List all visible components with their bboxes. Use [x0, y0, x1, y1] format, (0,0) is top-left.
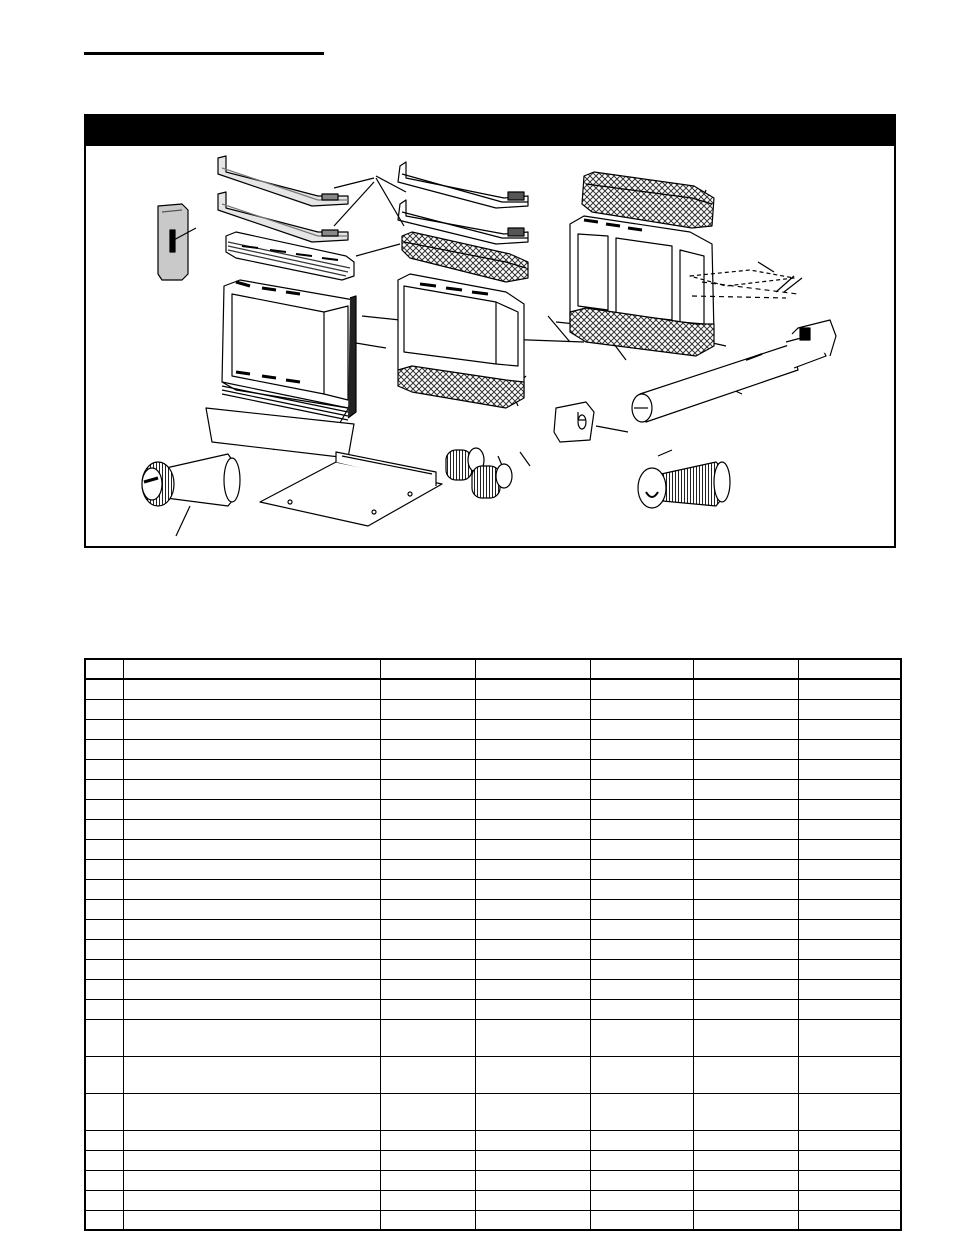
table-row: [85, 799, 901, 819]
table-cell: [85, 779, 123, 799]
table-cell: [380, 799, 475, 819]
table-cell: [123, 779, 380, 799]
table-cell: [590, 739, 693, 759]
table-cell: [475, 879, 590, 899]
table-row: [85, 939, 901, 959]
table-cell: [85, 799, 123, 819]
table-cell: [590, 679, 693, 699]
table-cell: [123, 859, 380, 879]
table-cell: [798, 799, 901, 819]
heat-shield: [206, 408, 354, 458]
knob-pair: [446, 448, 512, 498]
table-cell: [475, 799, 590, 819]
table-cell: [85, 919, 123, 939]
table-cell: [590, 959, 693, 979]
table-cell: [798, 779, 901, 799]
table-cell: [475, 919, 590, 939]
table-cell: [475, 779, 590, 799]
table-cell: [798, 759, 901, 779]
table-cell: [123, 919, 380, 939]
table-cell: [85, 1170, 123, 1190]
table-cell: [85, 739, 123, 759]
table-cell: [590, 899, 693, 919]
table-cell: [85, 1210, 123, 1230]
table-cell: [380, 979, 475, 999]
table-cell: [380, 679, 475, 699]
table-cell: [123, 839, 380, 859]
table-cell: [85, 759, 123, 779]
table-cell: [693, 699, 798, 719]
table-cell: [693, 819, 798, 839]
table-cell: [123, 879, 380, 899]
table-cell: [380, 999, 475, 1019]
table-cell: [475, 1093, 590, 1130]
table-cell: [475, 1130, 590, 1150]
glass-door-frame: [222, 280, 356, 420]
table-cell: [590, 1019, 693, 1056]
table-row: [85, 1150, 901, 1170]
table-cell: [590, 839, 693, 859]
table-cell: [475, 899, 590, 919]
table-cell: [85, 999, 123, 1019]
table-cell: [475, 1019, 590, 1056]
table-row: [85, 1170, 901, 1190]
table-cell: [693, 719, 798, 739]
table-cell: [693, 679, 798, 699]
column-header: [85, 659, 123, 679]
table-cell: [380, 1093, 475, 1130]
table-cell: [123, 1210, 380, 1230]
table-cell: [475, 719, 590, 739]
table-cell: [123, 1150, 380, 1170]
control-knob-right: [638, 462, 730, 508]
table-cell: [380, 759, 475, 779]
table-cell: [380, 1210, 475, 1230]
table-row: [85, 899, 901, 919]
table-cell: [475, 939, 590, 959]
table-cell: [123, 719, 380, 739]
table-cell: [85, 839, 123, 859]
table-cell: [590, 1093, 693, 1130]
table-cell: [798, 1210, 901, 1230]
table-cell: [590, 759, 693, 779]
table-cell: [85, 1056, 123, 1093]
table-cell: [380, 839, 475, 859]
table-cell: [85, 979, 123, 999]
table-cell: [123, 799, 380, 819]
table-cell: [475, 999, 590, 1019]
table-cell: [798, 839, 901, 859]
table-cell: [590, 1150, 693, 1170]
table-cell: [693, 799, 798, 819]
table-cell: [693, 739, 798, 759]
table-row: [85, 819, 901, 839]
table-cell: [590, 919, 693, 939]
table-cell: [380, 1019, 475, 1056]
table-cell: [798, 819, 901, 839]
table-cell: [475, 699, 590, 719]
table-row: [85, 919, 901, 939]
table-cell: [380, 859, 475, 879]
table-cell: [380, 1190, 475, 1210]
table-cell: [590, 939, 693, 959]
table-cell: [123, 959, 380, 979]
table-cell: [85, 939, 123, 959]
table-cell: [798, 1170, 901, 1190]
table-cell: [85, 719, 123, 739]
table-cell: [798, 1093, 901, 1130]
table-cell: [590, 1170, 693, 1190]
table-cell: [380, 699, 475, 719]
table-cell: [693, 919, 798, 939]
table-cell: [590, 819, 693, 839]
black-trim-bar-upper: [398, 162, 528, 208]
table-cell: [123, 739, 380, 759]
table-row: [85, 859, 901, 879]
table-cell: [123, 1019, 380, 1056]
table-cell: [475, 859, 590, 879]
table-row: [85, 739, 901, 759]
lattice-door-frame: [398, 274, 524, 408]
table-cell: [475, 739, 590, 759]
table-cell: [590, 879, 693, 899]
table-cell: [590, 999, 693, 1019]
table-row: [85, 1019, 901, 1056]
table-cell: [123, 1093, 380, 1130]
parts-list-table: [84, 658, 902, 1231]
table-cell: [123, 1170, 380, 1190]
table-row: [85, 779, 901, 799]
table-cell: [123, 1056, 380, 1093]
table-cell: [380, 899, 475, 919]
table-cell: [798, 739, 901, 759]
table-cell: [798, 1150, 901, 1170]
table-cell: [123, 1190, 380, 1210]
table-cell: [590, 699, 693, 719]
table-cell: [85, 1130, 123, 1150]
table-cell: [798, 999, 901, 1019]
table-cell: [693, 1056, 798, 1093]
table-cell: [475, 819, 590, 839]
table-cell: [590, 799, 693, 819]
column-header: [590, 659, 693, 679]
silver-trim-bar-upper: [218, 156, 348, 206]
table-cell: [380, 939, 475, 959]
column-header: [123, 659, 380, 679]
table-row: [85, 1093, 901, 1130]
table-cell: [380, 1150, 475, 1170]
table-cell: [123, 899, 380, 919]
table-row: [85, 979, 901, 999]
hanger-bracket: [554, 402, 594, 442]
table-row: [85, 719, 901, 739]
table-cell: [123, 999, 380, 1019]
table-cell: [475, 1190, 590, 1210]
table-cell: [590, 1130, 693, 1150]
table-cell: [380, 959, 475, 979]
table-cell: [123, 759, 380, 779]
table-row: [85, 679, 901, 699]
table-cell: [380, 1130, 475, 1150]
table-cell: [590, 979, 693, 999]
table-cell: [693, 879, 798, 899]
table-cell: [380, 739, 475, 759]
table-row: [85, 959, 901, 979]
table-cell: [590, 1210, 693, 1230]
table-cell: [475, 759, 590, 779]
table-row: [85, 1210, 901, 1230]
table-cell: [798, 899, 901, 919]
column-header: [798, 659, 901, 679]
table-cell: [693, 1093, 798, 1130]
table-cell: [85, 899, 123, 919]
figure-title: [86, 116, 894, 146]
table-cell: [693, 1190, 798, 1210]
table-cell: [798, 919, 901, 939]
table-cell: [475, 979, 590, 999]
table-cell: [380, 779, 475, 799]
table-row: [85, 699, 901, 719]
table-cell: [798, 979, 901, 999]
table-cell: [475, 1210, 590, 1230]
bay-door-frame: [570, 216, 714, 356]
column-header: [380, 659, 475, 679]
exploded-parts-figure: [84, 114, 896, 548]
table-cell: [798, 939, 901, 959]
table-cell: [798, 1019, 901, 1056]
table-cell: [85, 1019, 123, 1056]
table-header-row: [85, 659, 901, 679]
table-cell: [798, 859, 901, 879]
table-cell: [475, 1056, 590, 1093]
table-cell: [475, 959, 590, 979]
column-header: [693, 659, 798, 679]
table-cell: [380, 819, 475, 839]
door-clip: [158, 204, 188, 280]
table-cell: [590, 859, 693, 879]
table-cell: [85, 819, 123, 839]
table-cell: [693, 839, 798, 859]
table-cell: [475, 839, 590, 859]
parts-illustration: [86, 146, 894, 546]
table-cell: [380, 879, 475, 899]
table-cell: [693, 759, 798, 779]
table-row: [85, 1190, 901, 1210]
table-cell: [798, 1190, 901, 1210]
table-cell: [380, 919, 475, 939]
table-cell: [798, 699, 901, 719]
table-cell: [123, 1130, 380, 1150]
table-cell: [85, 1093, 123, 1130]
table-cell: [475, 679, 590, 699]
table-cell: [693, 959, 798, 979]
table-row: [85, 839, 901, 859]
table-cell: [85, 699, 123, 719]
table-cell: [693, 1210, 798, 1230]
table-row: [85, 879, 901, 899]
table-cell: [123, 939, 380, 959]
control-knob-left: [142, 454, 240, 506]
table-cell: [123, 699, 380, 719]
table-row: [85, 999, 901, 1019]
table-cell: [798, 719, 901, 739]
table-cell: [590, 1190, 693, 1210]
table-cell: [590, 1056, 693, 1093]
table-cell: [798, 959, 901, 979]
table-cell: [693, 1019, 798, 1056]
table-cell: [693, 939, 798, 959]
table-cell: [85, 679, 123, 699]
floor-protector-plate: [260, 452, 442, 526]
table-cell: [693, 979, 798, 999]
table-cell: [123, 679, 380, 699]
table-row: [85, 1056, 901, 1093]
table-cell: [380, 719, 475, 739]
page-heading: [84, 30, 324, 55]
table-cell: [380, 1170, 475, 1190]
table-row: [85, 1130, 901, 1150]
table-cell: [798, 879, 901, 899]
table-cell: [85, 1150, 123, 1170]
table-cell: [693, 1170, 798, 1190]
table-cell: [85, 959, 123, 979]
table-cell: [693, 999, 798, 1019]
table-cell: [85, 859, 123, 879]
table-cell: [693, 859, 798, 879]
column-header: [475, 659, 590, 679]
table-cell: [798, 1056, 901, 1093]
table-cell: [85, 879, 123, 899]
table-row: [85, 759, 901, 779]
table-cell: [798, 679, 901, 699]
table-cell: [798, 1130, 901, 1150]
table-cell: [590, 719, 693, 739]
table-cell: [693, 899, 798, 919]
table-cell: [85, 1190, 123, 1210]
table-cell: [590, 779, 693, 799]
table-cell: [693, 1130, 798, 1150]
table-cell: [475, 1170, 590, 1190]
table-cell: [123, 819, 380, 839]
table-cell: [693, 779, 798, 799]
table-cell: [380, 1056, 475, 1093]
table-cell: [475, 1150, 590, 1170]
table-cell: [693, 1150, 798, 1170]
table-cell: [123, 979, 380, 999]
